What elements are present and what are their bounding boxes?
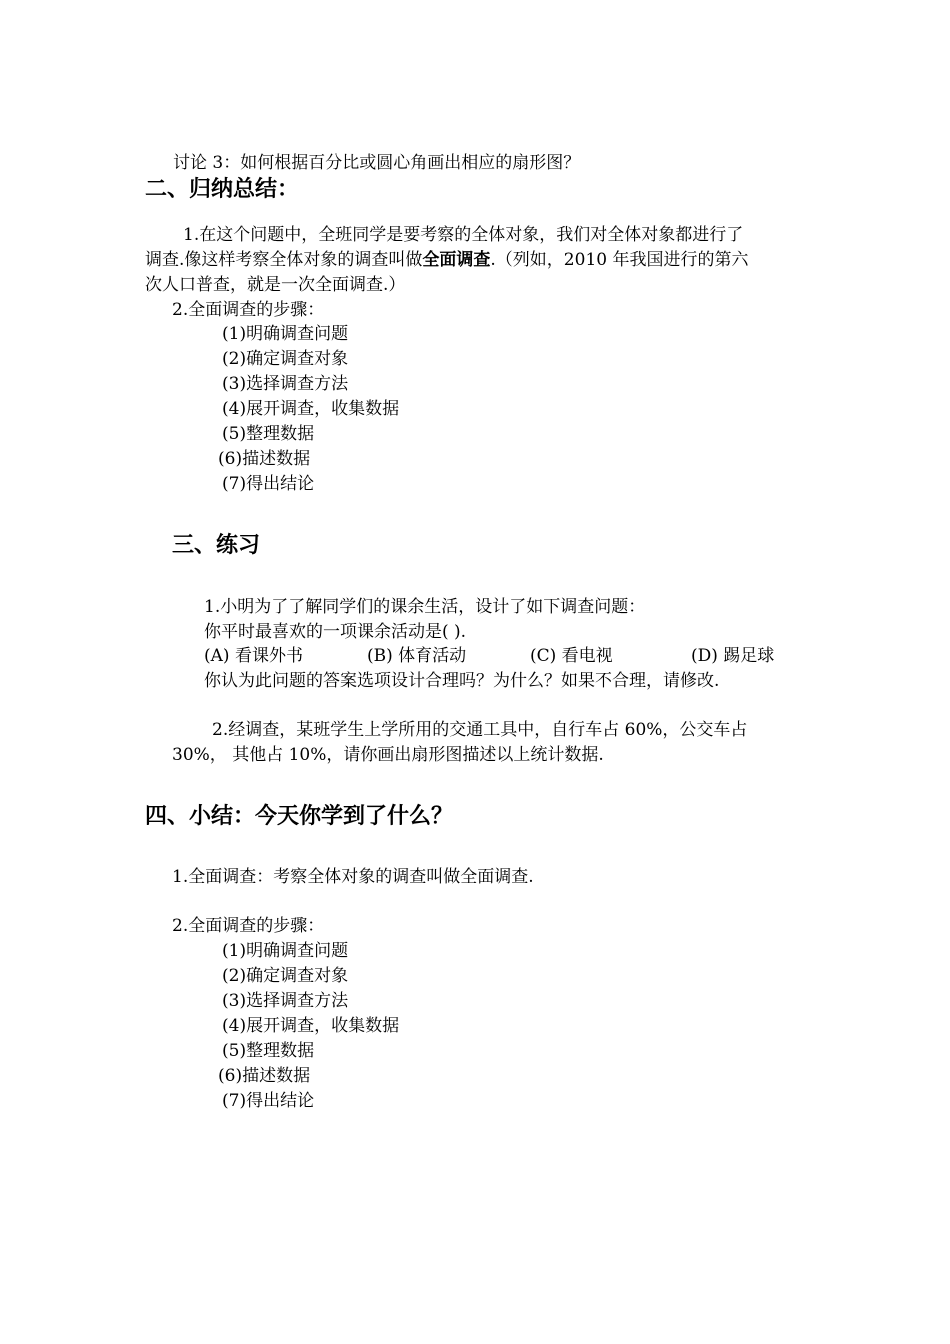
option-c: (C) 看电视 (530, 646, 613, 666)
step-item: (2)确定调查对象 (222, 349, 349, 369)
option-a: (A) 看课外书 (204, 646, 303, 666)
summary-p1-line1: 1.在这个问题中，全班同学是要考察的全体对象，我们对全体对象都进行了 (183, 225, 744, 245)
exercise-1-line4: 你认为此问题的答案选项设计合理吗？为什么？如果不合理，请修改. (204, 671, 720, 691)
section-2-heading: 二、归纳总结： (145, 177, 300, 202)
summary-p1-line2-pre: 调查.像这样考察全体对象的调查叫做 (145, 250, 423, 270)
step-item: (7)得出结论 (222, 1091, 315, 1111)
option-d: (D) 踢足球 (691, 646, 775, 666)
exercise-2-line2: 30%， 其他占 10%，请你画出扇形图描述以上统计数据. (172, 745, 604, 765)
summary-p1-line3: 次人口普查，就是一次全面调查.） (145, 275, 406, 295)
step-item: (5)整理数据 (222, 1041, 315, 1061)
exercise-1-options (204, 645, 844, 667)
conclusion-p1: 1.全面调查：考察全体对象的调查叫做全面调查. (172, 867, 534, 887)
exercise-2-line1: 2.经调查，某班学生上学所用的交通工具中，自行车占 60%，公交车占 (212, 720, 748, 740)
summary-p1-line2 (145, 249, 748, 271)
section-4-heading: 四、小结：今天你学到了什么？ (145, 804, 454, 829)
conclusion-p2-title: 2.全面调查的步骤： (172, 916, 325, 936)
summary-p1-line2-post: .（列如，2010 年我国进行的第六 (490, 250, 749, 270)
step-item: (3)选择调查方法 (222, 374, 349, 394)
discussion-3: 讨论 3：如何根据百分比或圆心角画出相应的扇形图？ (173, 153, 581, 173)
summary-p2-title: 2.全面调查的步骤： (172, 300, 325, 320)
step-item: (3)选择调查方法 (222, 991, 349, 1011)
step-item: (5)整理数据 (222, 424, 315, 444)
step-item: (6)描述数据 (218, 449, 311, 469)
step-item: (4)展开调查，收集数据 (222, 1016, 400, 1036)
option-b: (B) 体育活动 (367, 646, 467, 666)
step-item: (6)描述数据 (218, 1066, 311, 1086)
step-item: (1)明确调查问题 (222, 941, 349, 961)
step-item: (7)得出结论 (222, 474, 315, 494)
step-item: (1)明确调查问题 (222, 324, 349, 344)
section-3-heading: 三、练习 (172, 533, 261, 558)
term-comprehensive-survey: 全面调查 (422, 250, 491, 270)
step-item: (2)确定调查对象 (222, 966, 349, 986)
step-item: (4)展开调查，收集数据 (222, 399, 400, 419)
exercise-1-line1: 1.小明为了了解同学们的课余生活，设计了如下调查问题： (204, 597, 646, 617)
exercise-1-question: 你平时最喜欢的一项课余活动是( ). (204, 622, 467, 642)
